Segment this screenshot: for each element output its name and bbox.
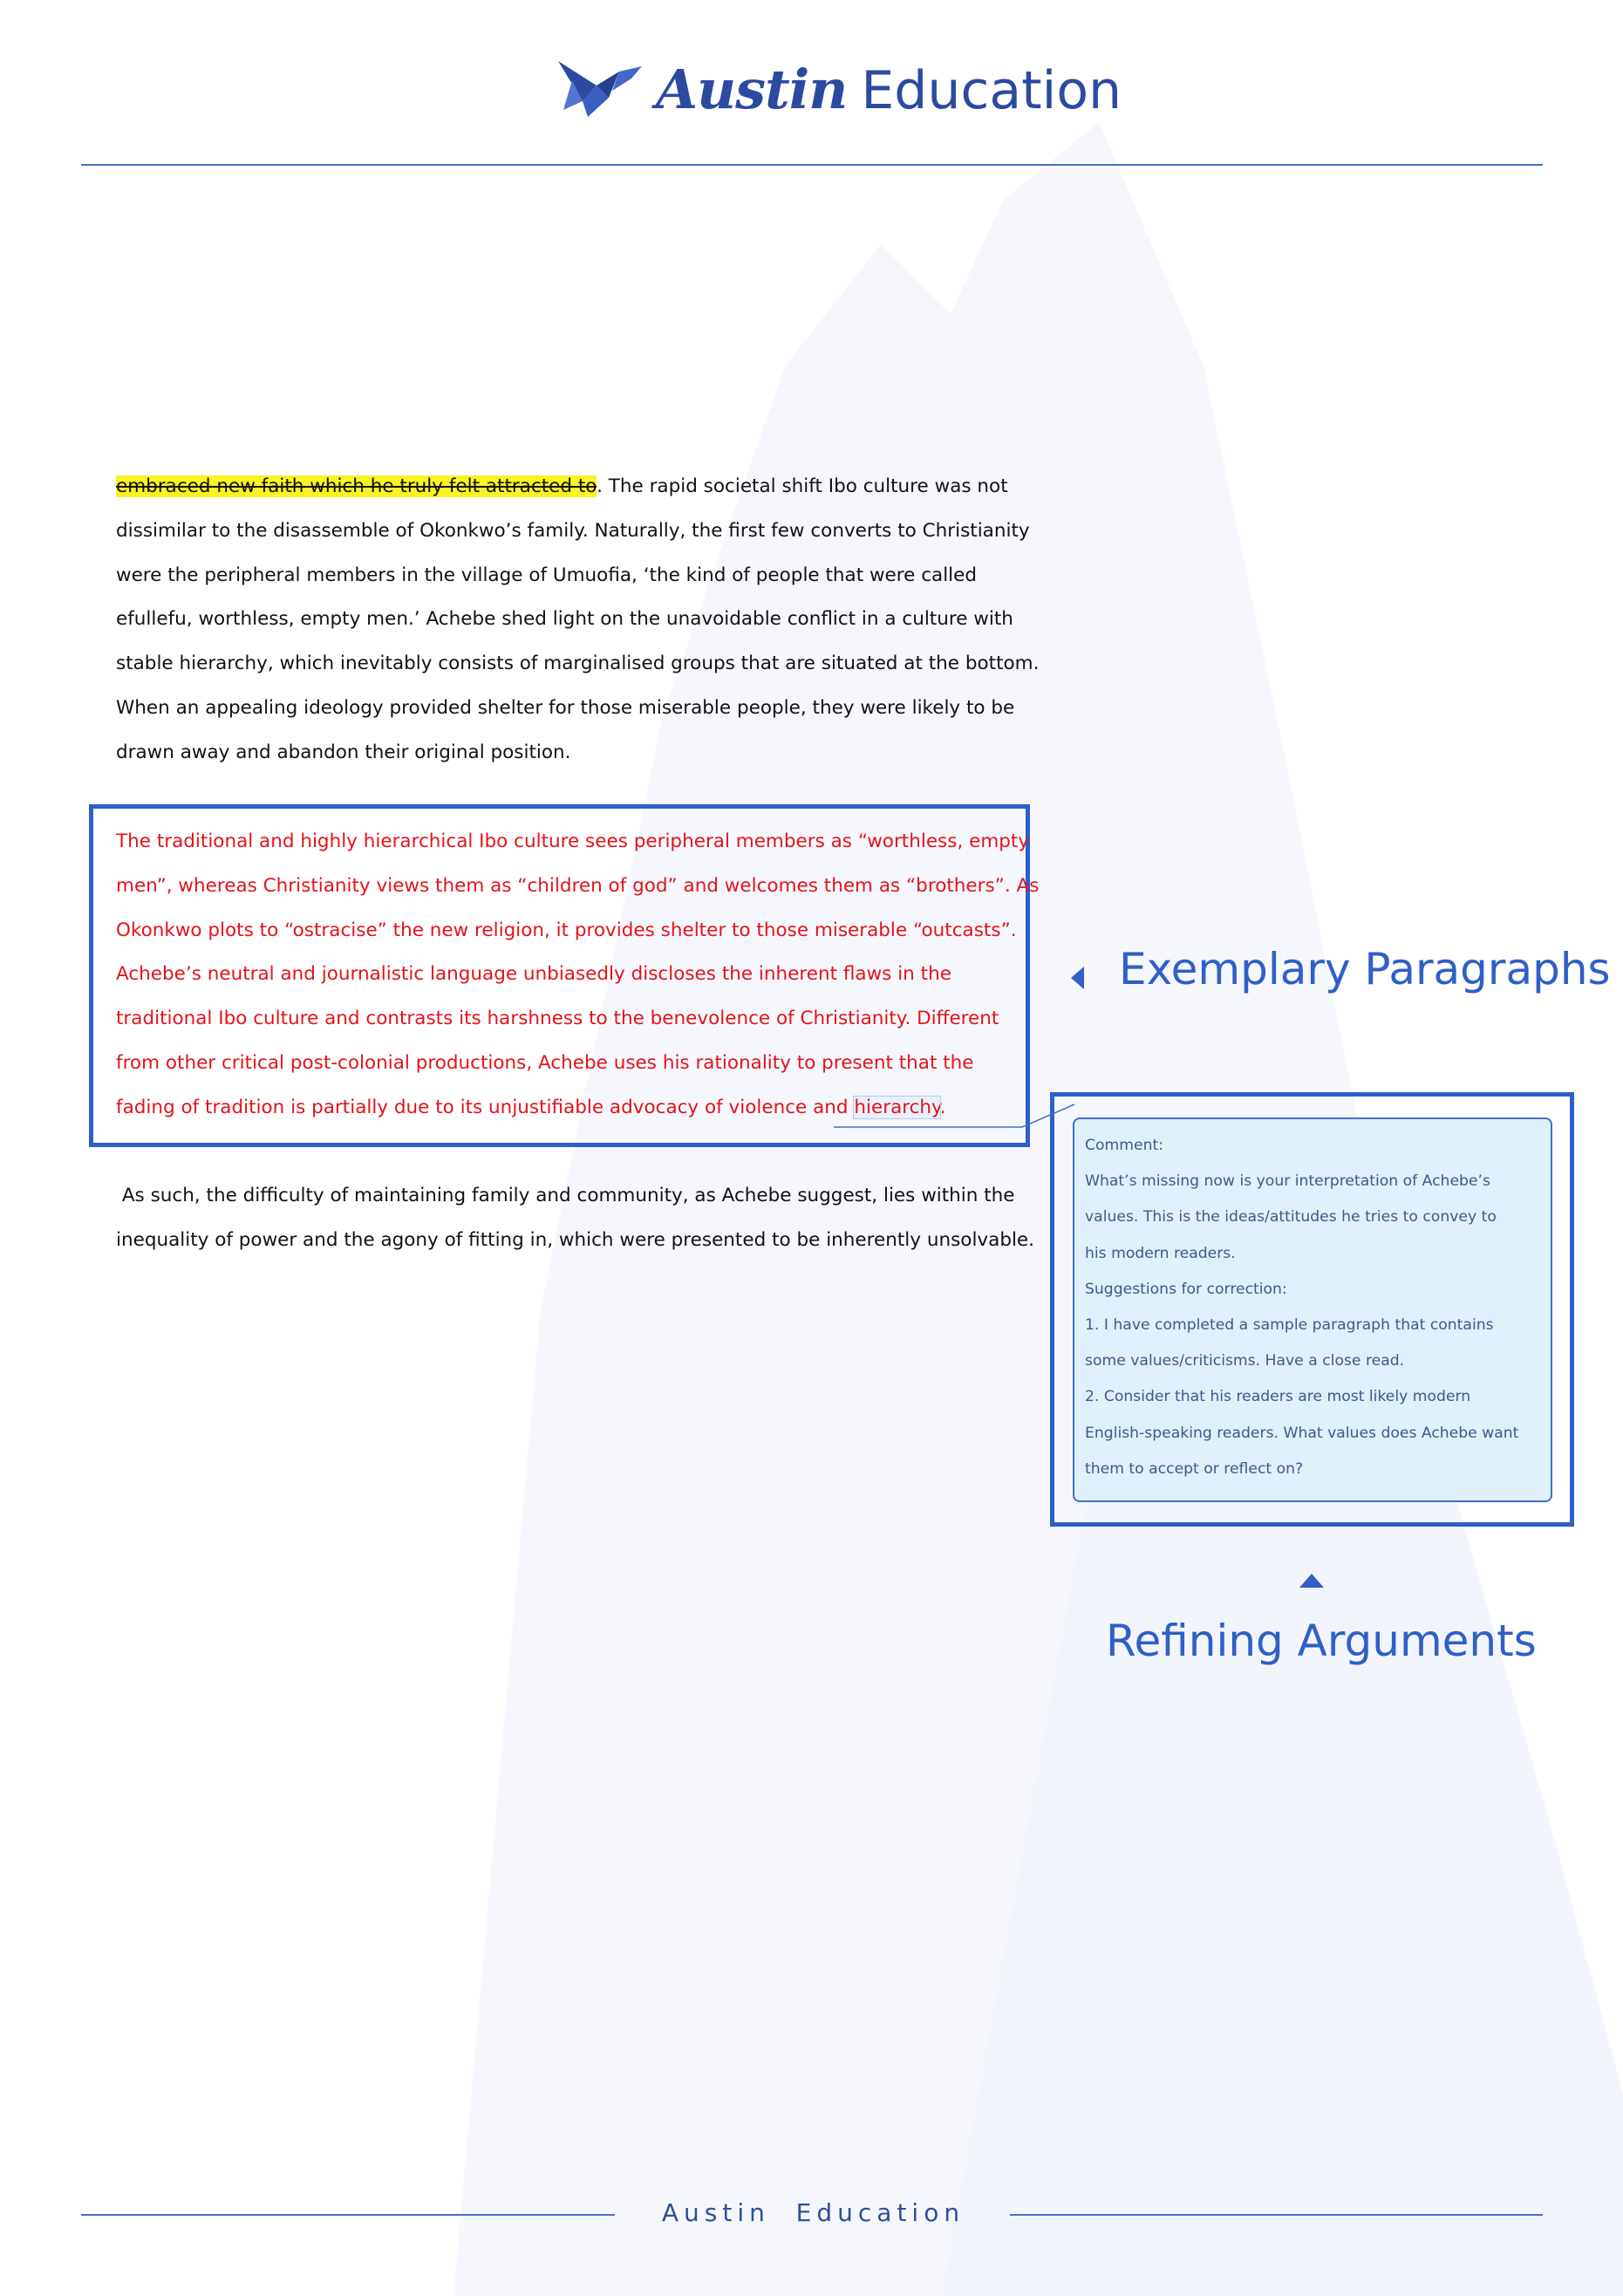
- paragraph-line: [116, 1086, 1040, 1131]
- paragraph-line: traditional Ibo culture and contrasts its harshness to the benevolence of Christianity. Different: [116, 1008, 999, 1030]
- logo-bird-icon: [556, 59, 644, 120]
- paragraph-line: Okonkwo plots to “ostracise” the new religion, it provides shelter to those miserable “outcasts”.: [116, 919, 1017, 941]
- paragraph-line: stable hierarchy, which inevitably consists of marginalised groups that are situated at the bottom.: [116, 653, 1040, 675]
- paragraph-line-text: fading of tradition is partially due to its unjustifiable advocacy of violence and: [116, 1096, 855, 1118]
- comment-line: his modern readers.: [1085, 1244, 1236, 1262]
- paragraph-line: As such, the difficulty of maintaining family and community, as Achebe suggest, lies within the: [116, 1185, 1015, 1206]
- footer-divider-right: [1010, 2214, 1543, 2216]
- comment-line: some values/criticisms. Have a close read.: [1085, 1352, 1405, 1370]
- paragraph-line: dissimilar to the disassemble of Okonkwo’s family. Naturally, the first few converts to Christianity: [116, 519, 1030, 542]
- paragraph-line: men”, whereas Christianity views them as “children of god” and welcomes them as “brothers”. As: [116, 874, 1040, 897]
- exemplary-paragraphs-label: Exemplary Paragraphs: [1119, 944, 1611, 994]
- comment-line: values. This is the ideas/attitudes he tries to convey to: [1085, 1208, 1497, 1227]
- logo-wordmark: [656, 58, 1122, 127]
- paragraph-line: [116, 465, 1040, 509]
- comment-line: them to accept or reflect on?: [1085, 1459, 1304, 1478]
- paragraph-line: The traditional and highly hierarchical Ibo culture sees peripheral members as “worthless, empty: [116, 830, 1030, 852]
- comment-line: English-speaking readers. What values does Achebe want: [1085, 1424, 1519, 1442]
- paragraph-line-text: . The rapid societal shift Ibo culture was not: [597, 475, 1008, 497]
- left-arrow-icon: [1071, 967, 1084, 989]
- paragraph-line: inequality of power and the agony of fitting in, which were presented to be inherently unsolvable.: [116, 1228, 1034, 1251]
- footer-divider-left: [81, 2214, 615, 2216]
- paragraph-line: were the peripheral members in the village of Umuofia, ‘the kind of people that were called: [116, 564, 978, 586]
- logo-word-text: Education: [861, 60, 1122, 121]
- comment-line: 2. Consider that his readers are most likely modern: [1085, 1388, 1471, 1406]
- struck-highlighted-text: embraced new faith which he truly felt attracted to: [116, 475, 597, 497]
- end-punctuation: .: [939, 1096, 946, 1118]
- exemplary-paragraph: [116, 820, 1040, 1131]
- logo-script-text: Austin: [656, 58, 848, 121]
- refining-arguments-label: Refining Arguments: [1106, 1616, 1537, 1666]
- up-arrow-icon: [1299, 1574, 1324, 1588]
- paragraph-line: from other critical post-colonial productions, Achebe uses his rationality to present that the: [116, 1051, 974, 1074]
- footer-brand-text: Austin Education: [661, 2198, 965, 2227]
- essay-paragraph-1: [116, 465, 1040, 776]
- paragraph-line: When an appealing ideology provided shelter for those miserable people, they were likely to be: [116, 696, 1015, 719]
- commented-word[interactable]: hierarchy: [854, 1096, 940, 1118]
- paragraph-line: efullefu, worthless, empty men.’ Achebe shed light on the unavoidable conflict in a culture with: [116, 608, 1013, 631]
- comment-line: 1. I have completed a sample paragraph that contains: [1085, 1316, 1494, 1335]
- comment-line: What’s missing now is your interpretation of Achebe’s: [1085, 1172, 1490, 1191]
- paragraph-line: drawn away and abandon their original position.: [116, 741, 571, 763]
- comment-line: Suggestions for correction:: [1085, 1280, 1287, 1298]
- header-divider: [81, 164, 1543, 166]
- paragraph-line: Achebe’s neutral and journalistic language unbiasedly discloses the inherent flaws in the: [116, 963, 951, 986]
- comment-bubble[interactable]: [1073, 1117, 1552, 1502]
- essay-paragraph-3: [116, 1174, 1040, 1263]
- comment-heading: Comment:: [1085, 1137, 1163, 1154]
